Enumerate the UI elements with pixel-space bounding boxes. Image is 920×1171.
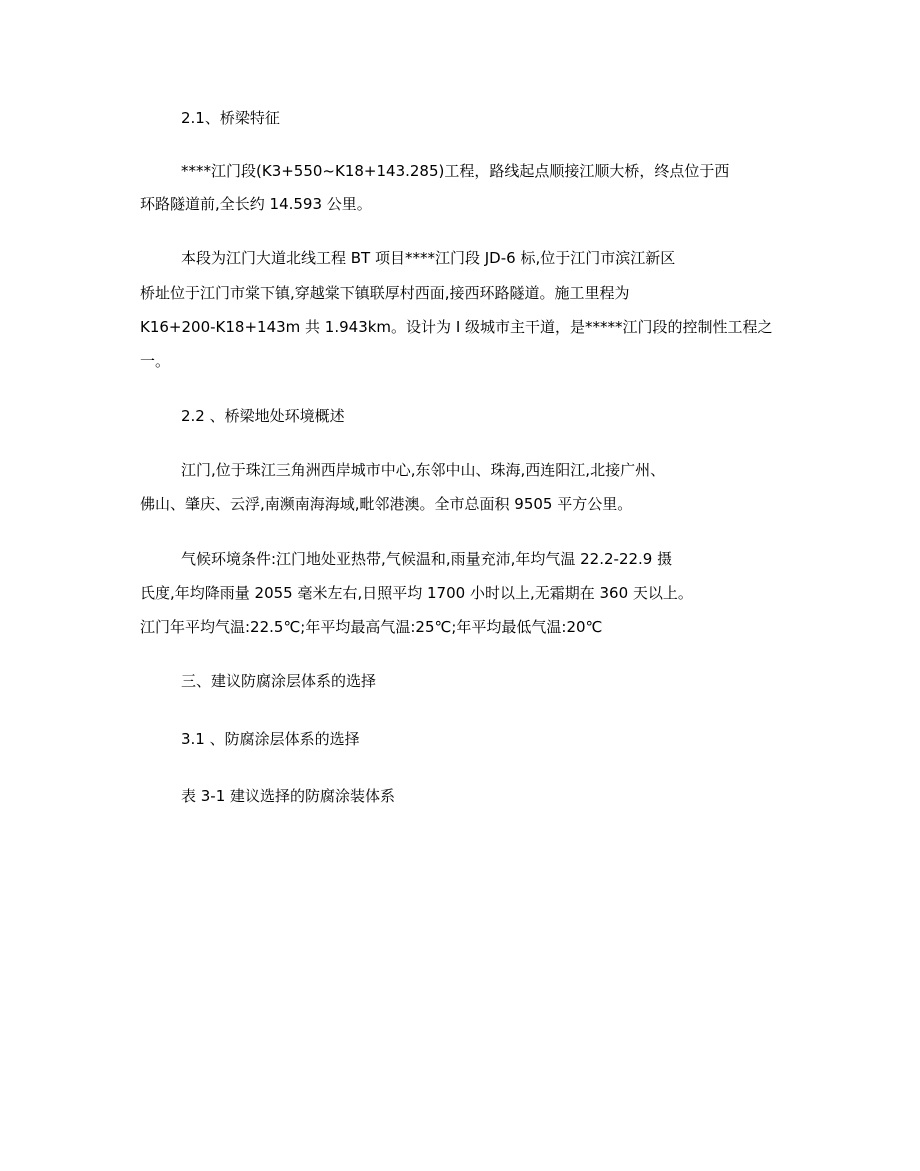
section-heading-3-1: 3.1 、防腐涂层体系的选择 — [181, 730, 360, 748]
paragraph-line: 江门,位于珠江三角洲西岸城市中心,东邻中山、珠海,西连阳江,北接广州、 — [181, 461, 666, 479]
section-heading-2-1: 2.1、桥梁特征 — [181, 109, 280, 127]
table-caption: 表 3-1 建议选择的防腐涂装体系 — [181, 787, 396, 805]
paragraph-line: 氏度,年均降雨量 2055 毫米左右,日照平均 1700 小时以上,无霜期在 360 天以上。 — [140, 584, 693, 602]
paragraph-line: 一。 — [140, 352, 171, 370]
section-heading-3: 三、建议防腐涂层体系的选择 — [181, 672, 377, 690]
paragraph-line: 环路隧道前,全长约 14.593 公里。 — [140, 195, 372, 213]
paragraph-line: 佛山、肇庆、云浮,南濒南海海域,毗邻港澳。全市总面积 9505 平方公里。 — [140, 495, 633, 513]
paragraph-line: ****江门段(K3+550~K18+143.285)工程，路线起点顺接江顺大桥，终点位于西 — [181, 162, 730, 180]
paragraph-line: 桥址位于江门市棠下镇,穿越棠下镇联厚村西面,接西环路隧道。施工里程为 — [140, 284, 630, 302]
paragraph-line: 本段为江门大道北线工程 BT 项目****江门段 JD-6 标,位于江门市滨江新区 — [181, 249, 676, 267]
paragraph-line: 气候环境条件:江门地处亚热带,气候温和,雨量充沛,年均气温 22.2-22.9 摄 — [181, 550, 673, 568]
section-heading-2-2: 2.2 、桥梁地处环境概述 — [181, 407, 345, 425]
paragraph-line: 江门年平均气温:22.5℃;年平均最高气温:25℃;年平均最低气温:20℃ — [140, 618, 603, 636]
paragraph-line: K16+200-K18+143m 共 1.943km。设计为 I 级城市主干道，是*****江门段的控制性工程之 — [140, 318, 773, 336]
